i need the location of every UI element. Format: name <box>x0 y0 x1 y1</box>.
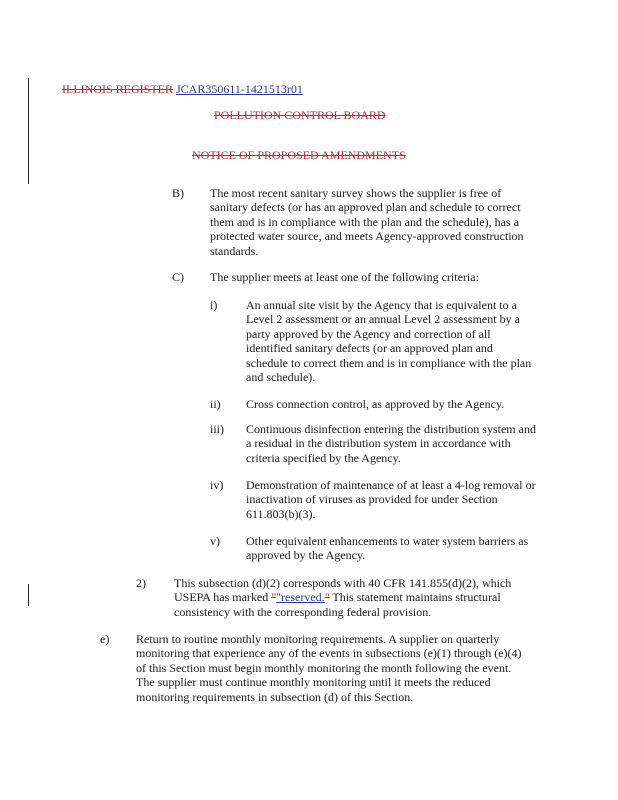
item-c-text: The supplier meets at least one of the following criteria: <box>210 270 479 284</box>
change-bar-mid <box>28 584 29 606</box>
register-deleted-text: ILLINOIS REGISTER <box>62 82 173 96</box>
item-2-quote-deleted-open: " <box>271 590 277 605</box>
item-ci-text: An annual site visit by the Agency that is equivalent to a Level 2 assessment or an annual Level 2 assessment by a party approved by the Agency and correction of all identified sanitary defects (or an approved plan and schedule to correct them and is in compliance with the plan and schedule). <box>246 298 532 385</box>
item-civ-text: Demonstration of maintenance of at least a 4-log removal or inactivation of viruses as provided for under Section 611.803(b)(3). <box>246 478 536 521</box>
item-cv-text: Other equivalent enhancements to water system barriers as approved by the Agency. <box>246 534 529 563</box>
register-inserted-text: JCAR350611-1421513r01 <box>176 82 303 96</box>
item-2-text <box>174 576 526 619</box>
item-b-text: The most recent sanitary survey shows the supplier is free of sanitary defects (or has an approved plan and schedule to correct them and is in compliance with the plan and the schedule), has a protected water source, and meets Agency-approved construction standards. <box>210 186 524 258</box>
item-ciii-text: Continuous disinfection entering the distribution system and a residual in the distribution system in accordance with criteria specified by the Agency. <box>246 422 536 465</box>
item-cii-text: Cross connection control, as approved by the Agency. <box>246 397 505 411</box>
item-2-text-b: This statement maintains structural consistency with the corresponding federal provision. <box>174 590 501 619</box>
item-2-quote-deleted-close: " <box>324 590 330 605</box>
item-c-label: C) <box>172 270 184 284</box>
item-2-label: 2) <box>136 576 146 590</box>
item-2-reserved-inserted: "reserved. <box>276 590 325 605</box>
notice-title: NOTICE OF PROPOSED AMENDMENTS <box>192 148 406 162</box>
item-cii-label: ii) <box>210 397 221 411</box>
item-e-text: Return to routine monthly monitoring requirements. A supplier on quarterly monitoring that experience any of the events in subsections (e)(1) through (e)(4) of this Section must begin monthly monitoring the month following the event. The supplier must continue monthly monitoring until it meets the reduced monitoring requirements in subsection (d) of this Section. <box>136 632 522 704</box>
item-e-label: e) <box>100 632 110 646</box>
item-ci-label: i) <box>210 298 218 312</box>
item-b-label: B) <box>172 186 184 200</box>
register-line <box>62 82 362 96</box>
item-civ-label: iv) <box>210 478 224 492</box>
item-2-text-a: This subsection (d)(2) corresponds with 40 CFR 141.855(d)(2), which USEPA has marked <box>174 576 512 605</box>
item-cv-label: v) <box>210 534 220 548</box>
change-bar-top <box>28 78 29 184</box>
item-ciii-label: iii) <box>210 422 224 436</box>
board-title: POLLUTION CONTROL BOARD <box>214 108 386 122</box>
